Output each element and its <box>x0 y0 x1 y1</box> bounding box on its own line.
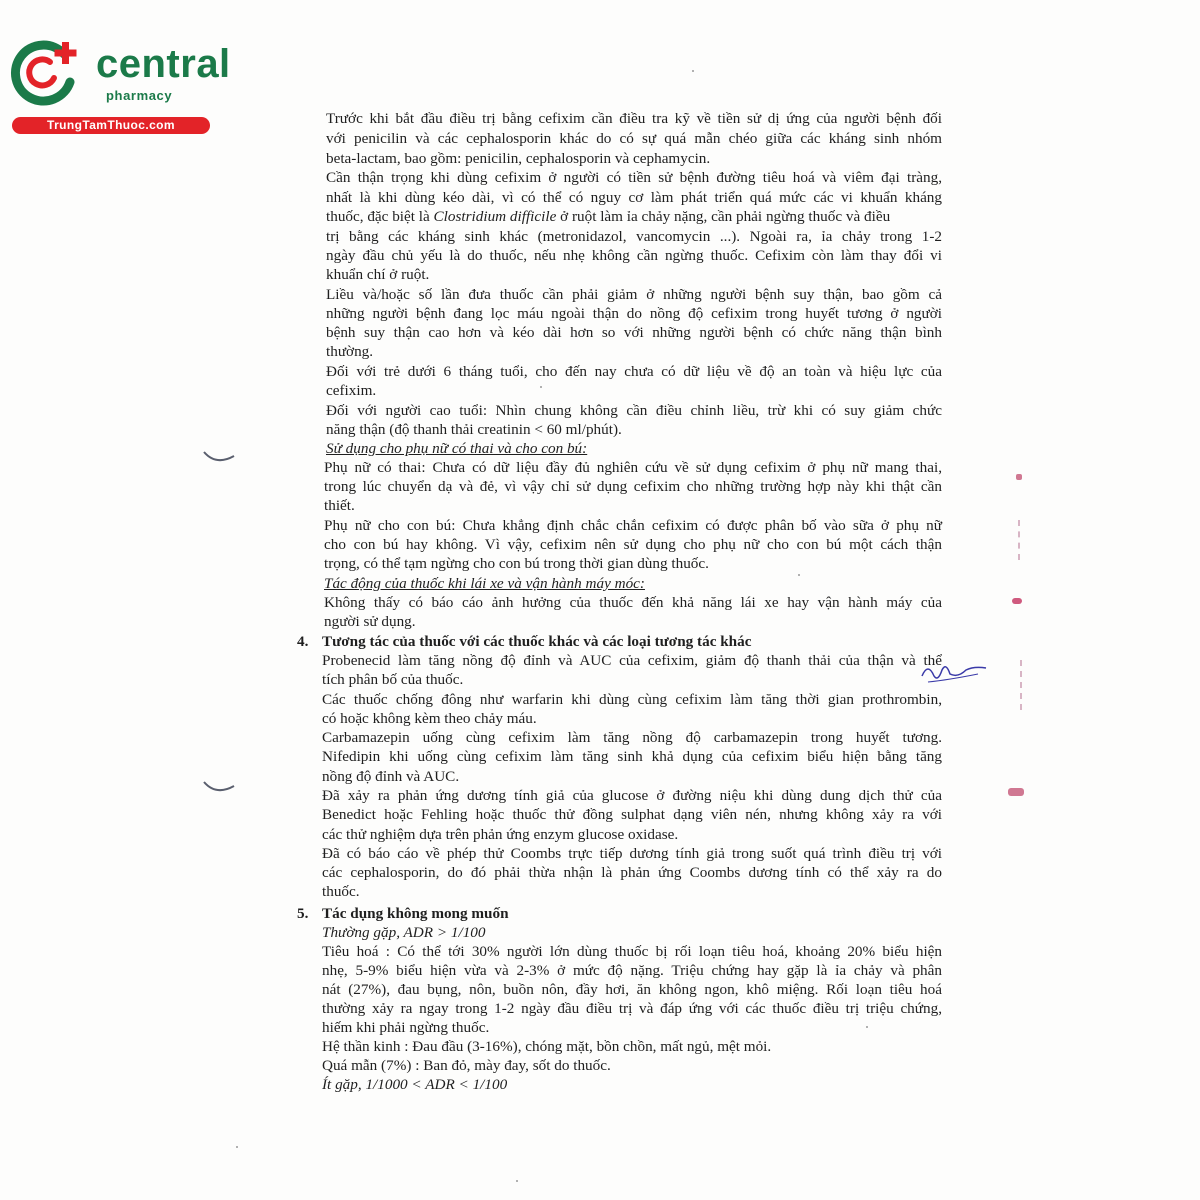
text-line: beta-lactam, bao gồm: penicilin, cephalosporin và cephamycin. <box>326 150 711 167</box>
text-line: Đối với người cao tuổi: Nhìn chung không cần điều chỉnh liều, trừ khi có suy giảm chức <box>326 402 942 419</box>
text-line: năng thận (độ thanh thải creatinin < 60 ml/phút). <box>326 421 622 438</box>
section-number: 5. <box>297 905 309 922</box>
text-line: Đối với trẻ dưới 6 tháng tuổi, cho đến nay chưa có dữ liệu về độ an toàn và hiệu lực của <box>326 363 942 380</box>
text-line: Đã có báo cáo về phép thử Coombs trực tiếp dương tính giả trong suốt quá trình điều trị với <box>322 845 942 862</box>
text-line: hiếm khi phải ngừng thuốc. <box>322 1019 490 1036</box>
scan-speck <box>798 574 800 576</box>
text-line: cefixim. <box>326 382 377 399</box>
text-line: cho con bú hay không. Vì vậy, cefixim nên sử dụng cho phụ nữ cho con bú một cách thận <box>324 536 942 553</box>
brand-url[interactable]: TrungTamThuoc.com <box>12 117 210 134</box>
text-line: Probenecid làm tăng nồng độ đỉnh và AUC của cefixim, giảm độ thanh thải của thận và thể <box>322 652 942 669</box>
text-line: nhất là khi dùng kéo dài, vì có thể có nguy cơ làm phát triển quá mức các vi khuẩn kháng <box>326 189 942 206</box>
text-line: trọng, có thể tạm ngừng cho con bú trong thời gian dùng thuốc. <box>324 555 709 572</box>
scan-speck <box>540 386 542 388</box>
text-line: các thử nghiệm dựa trên phản ứng enzym glucose oxidase. <box>322 826 679 843</box>
text-line: Nifedipin khi uống cùng cefixim làm tăng sinh khả dụng của cefixim biểu hiện bằng tăng <box>322 748 942 765</box>
text-line: ngày đầu chủ yếu là do thuốc, nếu nhẹ không cần ngừng thuốc. Cefixim còn làm thay đổi vi <box>326 247 942 264</box>
text-line: Tiêu hoá : Có thể tới 30% người lớn dùng thuốc bị rối loạn tiêu hoá, khoảng 20% biểu hiện <box>322 943 942 960</box>
text-line: người sử dụng. <box>324 613 416 630</box>
text-line: Hệ thần kinh : Đau đầu (3-16%), chóng mặt, bồn chồn, mất ngủ, mệt mỏi. <box>322 1038 772 1055</box>
text-line: với penicilin và các cephalosporin khác do có sự quá mẫn chéo giữa các kháng sinh nhóm <box>326 130 942 147</box>
subsection-heading-pregnancy: Sử dụng cho phụ nữ có thai và cho con bú: <box>326 440 588 457</box>
text-run: ở ruột làm ỉa chảy nặng, cần phải ngừng thuốc và điều <box>556 208 891 225</box>
text-line: Carbamazepin uống cùng cefixim làm tăng nồng độ carbamazepin trong huyết tương. <box>322 729 942 746</box>
text-line: thuốc. <box>322 883 360 900</box>
text-line: khuẩn chí ở ruột. <box>326 266 430 283</box>
text-line: Liều và/hoặc số lần đưa thuốc cần phải giảm ở những người bệnh suy thận, bao gồm cả <box>326 286 942 303</box>
text-line: tích phân bố của thuốc. <box>322 671 464 688</box>
text-line: Benedict hoặc Fehling hoặc thuốc thử đồng sulphat dạng viên nén, nhưng không xảy ra với <box>322 806 942 823</box>
text-line: Quá mẫn (7%) : Ban đỏ, mày đay, sốt do thuốc. <box>322 1057 611 1074</box>
section-heading-interactions: Tương tác của thuốc với các thuốc khác và các loại tương tác khác <box>322 633 752 650</box>
text-line: thiết. <box>324 497 355 514</box>
scan-speck <box>866 1026 868 1028</box>
frequency-heading-uncommon: Ít gặp, 1/1000 < ADR < 1/100 <box>322 1076 508 1093</box>
text-line: những người bệnh đang lọc máu ngoài thận do nồng độ cefixim trong huyết tương ở người <box>326 305 942 322</box>
text-line: trị bằng các kháng sinh khác (metronidazol, vancomycin ...). Ngoài ra, ỉa chảy trong 1-2 <box>326 228 942 245</box>
scan-speck <box>516 1180 518 1182</box>
text-line: nhẹ, 5-9% biểu hiện vừa và 2-3% ở mức độ nặng. Triệu chứng hay gặp là ỉa chảy và phân <box>322 962 942 979</box>
section-heading-adverse-effects: Tác dụng không mong muốn <box>322 905 509 922</box>
text-line: Không thấy có báo cáo ảnh hưởng của thuốc đến khả năng lái xe hay vận hành máy của <box>324 594 942 611</box>
text-line: các cephalosporin, do đó phải thừa nhận là phản ứng Coombs dương tính có thể xảy ra do <box>322 864 942 881</box>
text-line: trong lúc chuyển dạ và đẻ, vì vậy chỉ sử dụng cefixim cho những trường hợp này khi thật cần <box>324 478 942 495</box>
text-line: thường. <box>326 343 374 360</box>
text-line: thường xảy ra ngay trong 1-2 ngày đầu điều trị và đáp ứng với các thuốc điều trị triệu chứng, <box>322 1000 942 1017</box>
brand-name: central <box>96 42 231 86</box>
text-line: Trước khi bắt đầu điều trị bằng cefixim cần điều tra kỹ về tiền sử dị ứng của người bệnh đối <box>326 110 942 127</box>
text-line: Các thuốc chống đông như warfarin khi dùng cùng cefixim làm tăng thời gian prothrombin, <box>322 691 942 708</box>
text-line <box>326 207 942 226</box>
text-run: thuốc, đặc biệt là <box>326 208 434 225</box>
text-line: Phụ nữ có thai: Chưa có dữ liệu đầy đủ nghiên cứu về sử dụng cefixim ở phụ nữ mang thai, <box>324 459 942 476</box>
scan-speck <box>692 70 694 72</box>
text-line: Phụ nữ cho con bú: Chưa khẳng định chắc chắn cefixim có được phân bố vào sữa ở phụ nữ <box>324 517 942 534</box>
scan-speck <box>236 1146 238 1148</box>
subsection-heading-driving: Tác động của thuốc khi lái xe và vận hành máy móc: <box>324 575 645 592</box>
brand-subtitle: pharmacy <box>106 88 173 103</box>
organism-name: Clostridium difficile <box>433 208 557 225</box>
text-line: nát (27%), đau bụng, nôn, buồn nôn, đầy hơi, ăn không ngon, khô miệng. Rối loạn tiêu hoá <box>322 981 942 998</box>
text-line: Cần thận trọng khi dùng cefixim ở người có tiền sử bệnh đường tiêu hoá và viêm đại tràng, <box>326 169 942 186</box>
text-line: bệnh suy thận cao hơn và kéo dài hơn so với những người bệnh có chức năng thận bình <box>326 324 942 341</box>
text-line: có hoặc không kèm theo chảy máu. <box>322 710 537 727</box>
text-line: Đã xảy ra phản ứng dương tính giả của glucose ở đường niệu khi dùng dung dịch thử của <box>322 787 942 804</box>
text-line: nồng độ đỉnh và AUC. <box>322 768 460 785</box>
section-number: 4. <box>297 633 309 650</box>
frequency-heading-common: Thường gặp, ADR > 1/100 <box>322 924 486 941</box>
